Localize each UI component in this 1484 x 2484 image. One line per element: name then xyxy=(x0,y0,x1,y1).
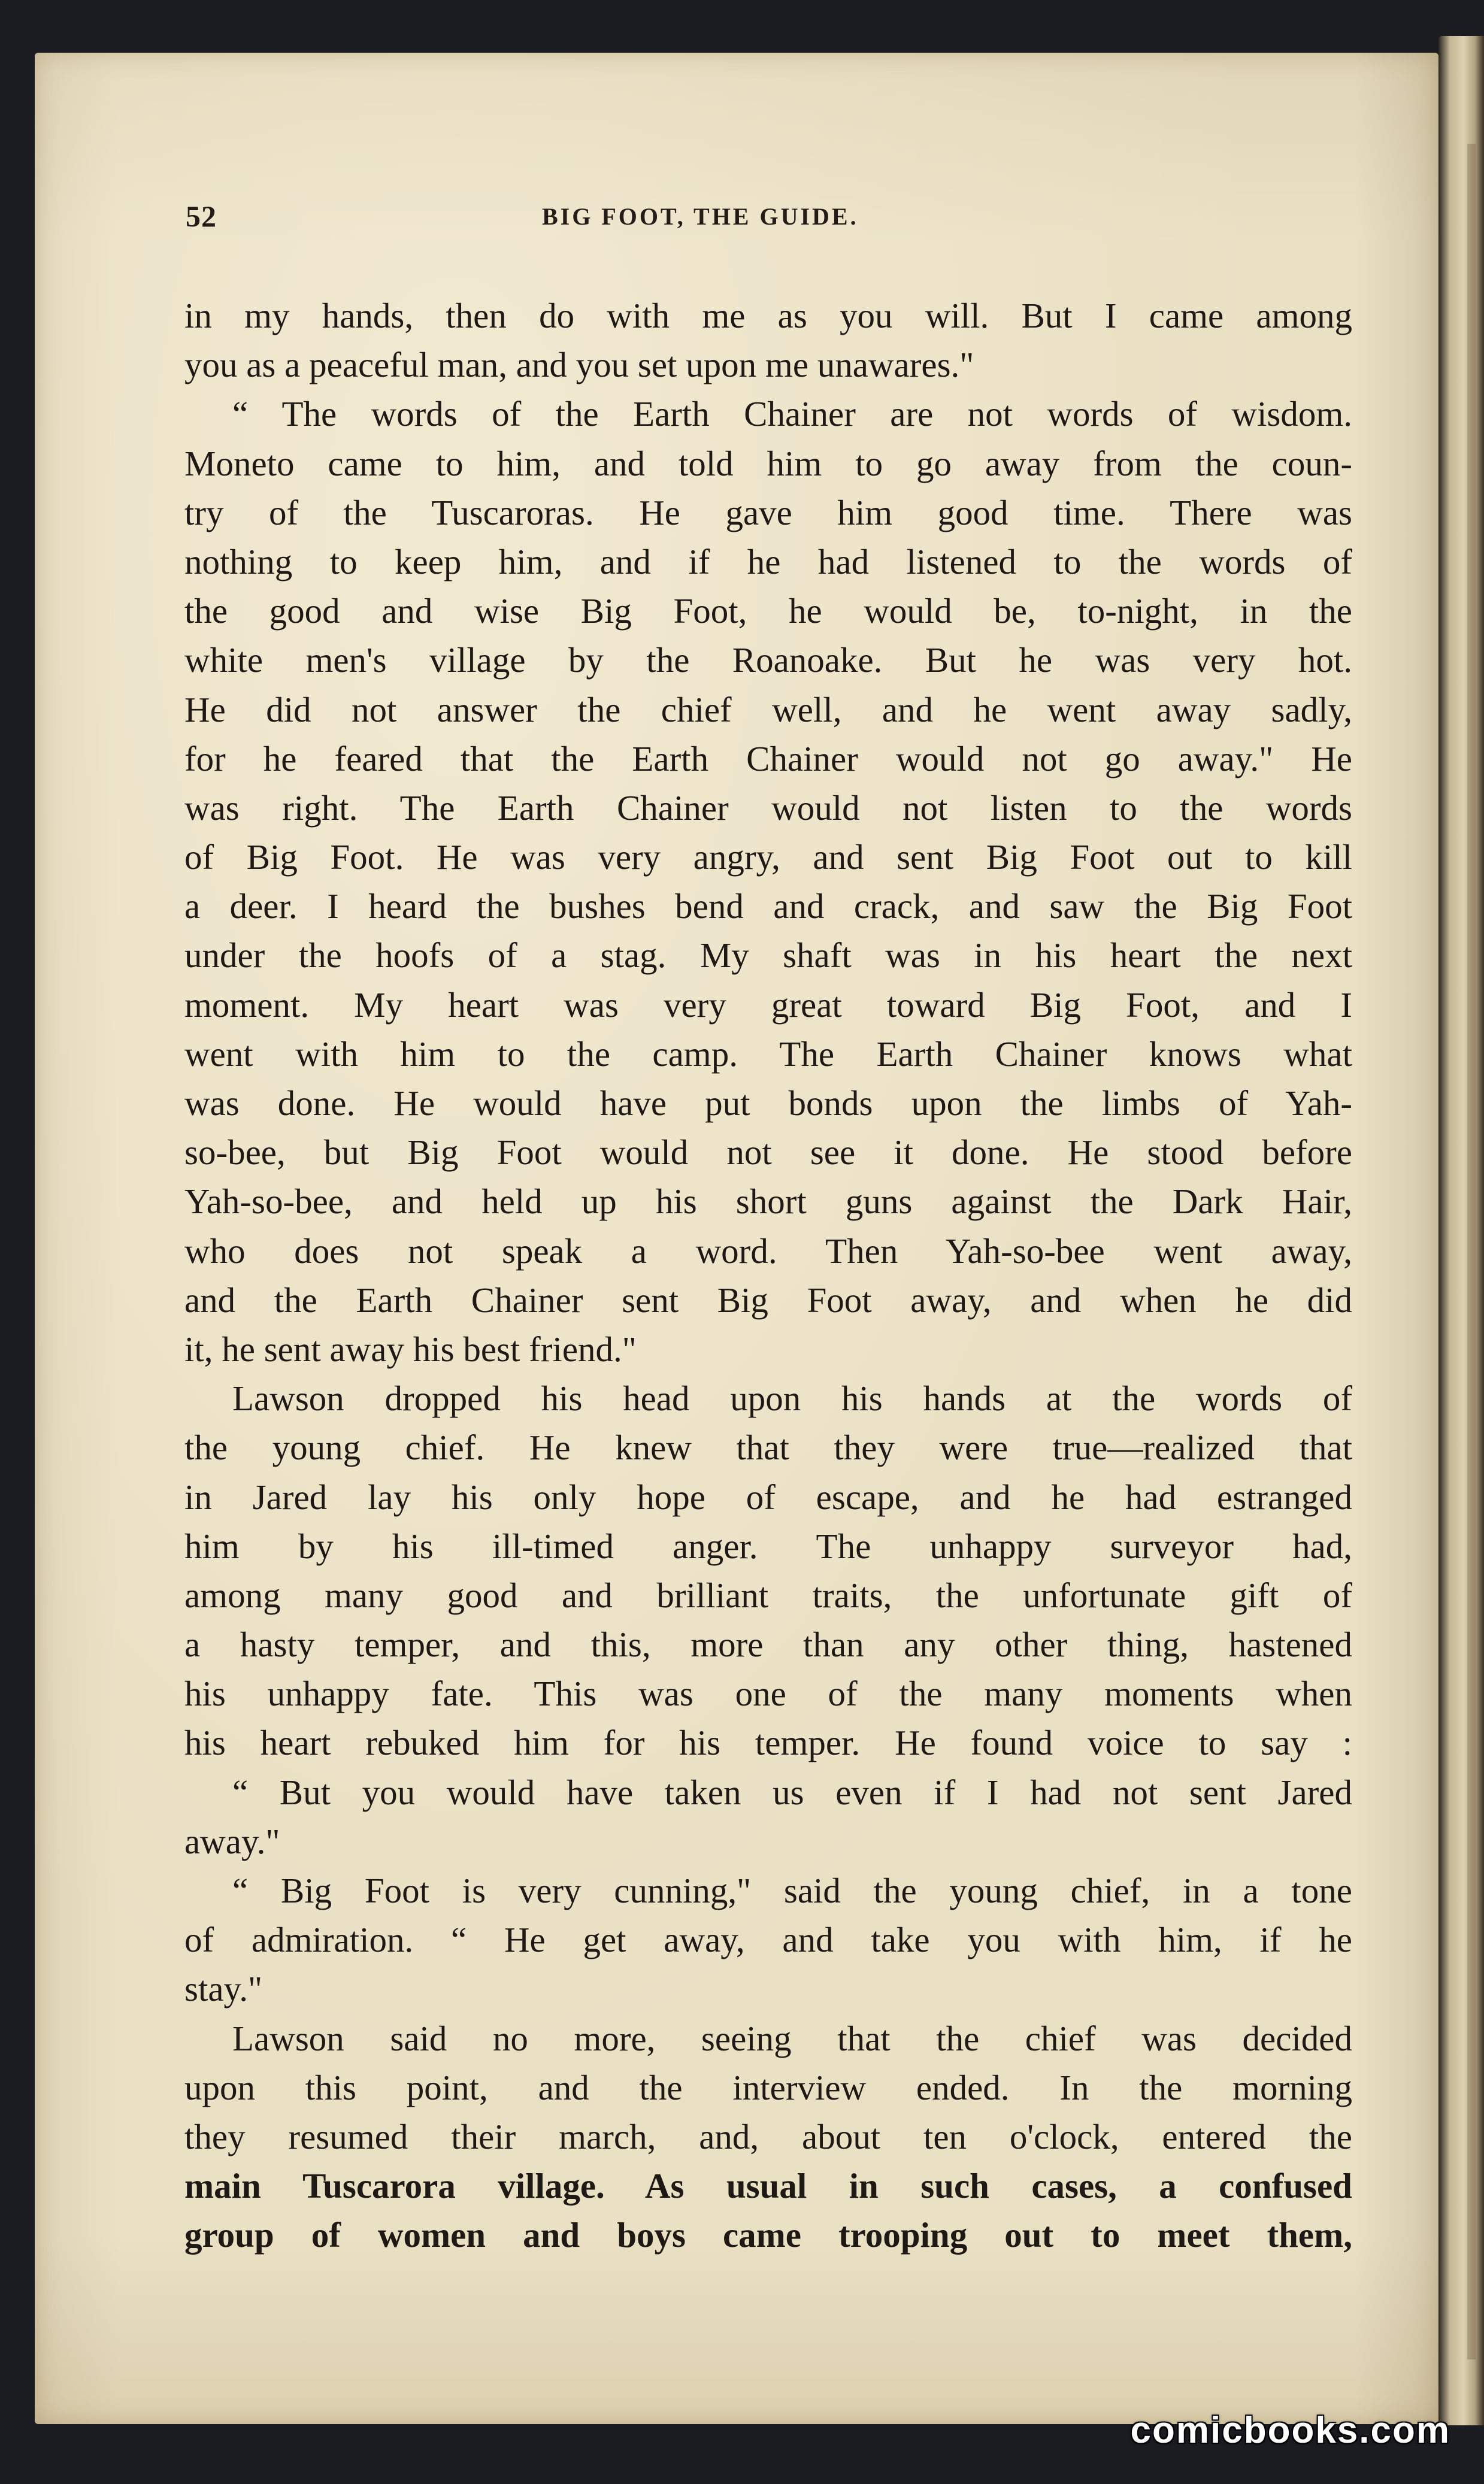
text-line: of Big Foot. He was very angry, and sent Big Foot out to kill xyxy=(184,837,1352,877)
text-line: went with him to the camp. The Earth Chainer knows what xyxy=(184,1034,1352,1074)
text-line: his unhappy fate. This was one of the many moments when xyxy=(184,1674,1352,1714)
text-line: Lawson said no more, seeing that the chief was decided xyxy=(232,2018,1352,2058)
text-line: main Tuscarora village. As usual in such cases, a confused xyxy=(184,2166,1352,2206)
text-line: Moneto came to him, and told him to go away from the coun- xyxy=(184,443,1352,483)
text-line: so-bee, but Big Foot would not see it done. He stood before xyxy=(184,1132,1352,1173)
text-line: a hasty temper, and this, more than any other thing, hastened xyxy=(184,1625,1352,1665)
text-line: Lawson dropped his head upon his hands at the words of xyxy=(232,1379,1352,1419)
text-line: him by his ill-timed anger. The unhappy surveyor had, xyxy=(184,1526,1352,1566)
text-line: for he feared that the Earth Chainer would not go away." He xyxy=(184,738,1352,778)
adjacent-page-edge xyxy=(1438,36,1484,2425)
text-line: who does not speak a word. Then Yah-so-bee went away, xyxy=(184,1231,1352,1271)
text-line: Yah-so-bee, and held up his short guns against the Dark Hair, xyxy=(184,1182,1352,1222)
text-line: a deer. I heard the bushes bend and crack, and saw the Big Foot xyxy=(184,886,1352,926)
text-line: you as a peaceful man, and you set upon me unawares." xyxy=(184,345,974,385)
text-line: was right. The Earth Chainer would not listen to the words xyxy=(184,787,1352,828)
text-line: away." xyxy=(184,1821,280,1861)
text-line: his heart rebuked him for his temper. He found voice to say : xyxy=(184,1723,1352,1763)
text-line: the good and wise Big Foot, he would be, to-night, in the xyxy=(184,591,1352,631)
text-line: He did not answer the chief well, and he went away sadly, xyxy=(184,689,1352,729)
page-number: 52 xyxy=(186,199,217,233)
text-line: in Jared lay his only hope of escape, and he had estranged xyxy=(184,1477,1352,1517)
text-line: nothing to keep him, and if he had listened to the words of xyxy=(184,541,1352,581)
text-line: moment. My heart was very great toward Big Foot, and I xyxy=(184,984,1352,1025)
text-line: the young chief. He knew that they were true—realized that xyxy=(184,1428,1352,1468)
text-line: of admiration. “ He get away, and take you with him, if he xyxy=(184,1920,1352,1960)
site-watermark: comicbooks.com xyxy=(1130,2410,1450,2451)
text-line: was done. He would have put bonds upon the limbs of Yah- xyxy=(184,1083,1352,1123)
running-title: BIG FOOT, THE GUIDE. xyxy=(542,203,859,230)
text-line: upon this point, and the interview ended. In the morning xyxy=(184,2067,1352,2107)
text-line: among many good and brilliant traits, the unfortunate gift of xyxy=(184,1575,1352,1615)
text-line: group of women and boys came trooping out to meet them, xyxy=(184,2215,1352,2255)
running-head xyxy=(0,199,1484,241)
text-line: it, he sent away his best friend." xyxy=(184,1329,637,1369)
text-line: under the hoofs of a stag. My shaft was in his heart the next xyxy=(184,935,1352,976)
text-line: they resumed their march, and, about ten o'clock, entered the xyxy=(184,2116,1352,2156)
text-line: in my hands, then do with me as you will. But I came among xyxy=(184,296,1352,335)
text-line: “ The words of the Earth Chainer are not words of wisdom. xyxy=(232,394,1352,434)
text-line: “ But you would have taken us even if I had not sent Jared xyxy=(232,1772,1352,1812)
text-line: and the Earth Chainer sent Big Foot away, and when he did xyxy=(184,1280,1352,1320)
text-line: “ Big Foot is very cunning," said the young chief, in a tone xyxy=(232,1871,1352,1910)
page-edge-shadow xyxy=(1467,144,1476,2359)
body-text xyxy=(184,291,1352,2260)
text-line: try of the Tuscaroras. He gave him good time. There was xyxy=(184,492,1352,532)
text-line: white men's village by the Roanoake. But he was very hot. xyxy=(184,640,1352,680)
text-line: stay." xyxy=(184,1969,263,2009)
